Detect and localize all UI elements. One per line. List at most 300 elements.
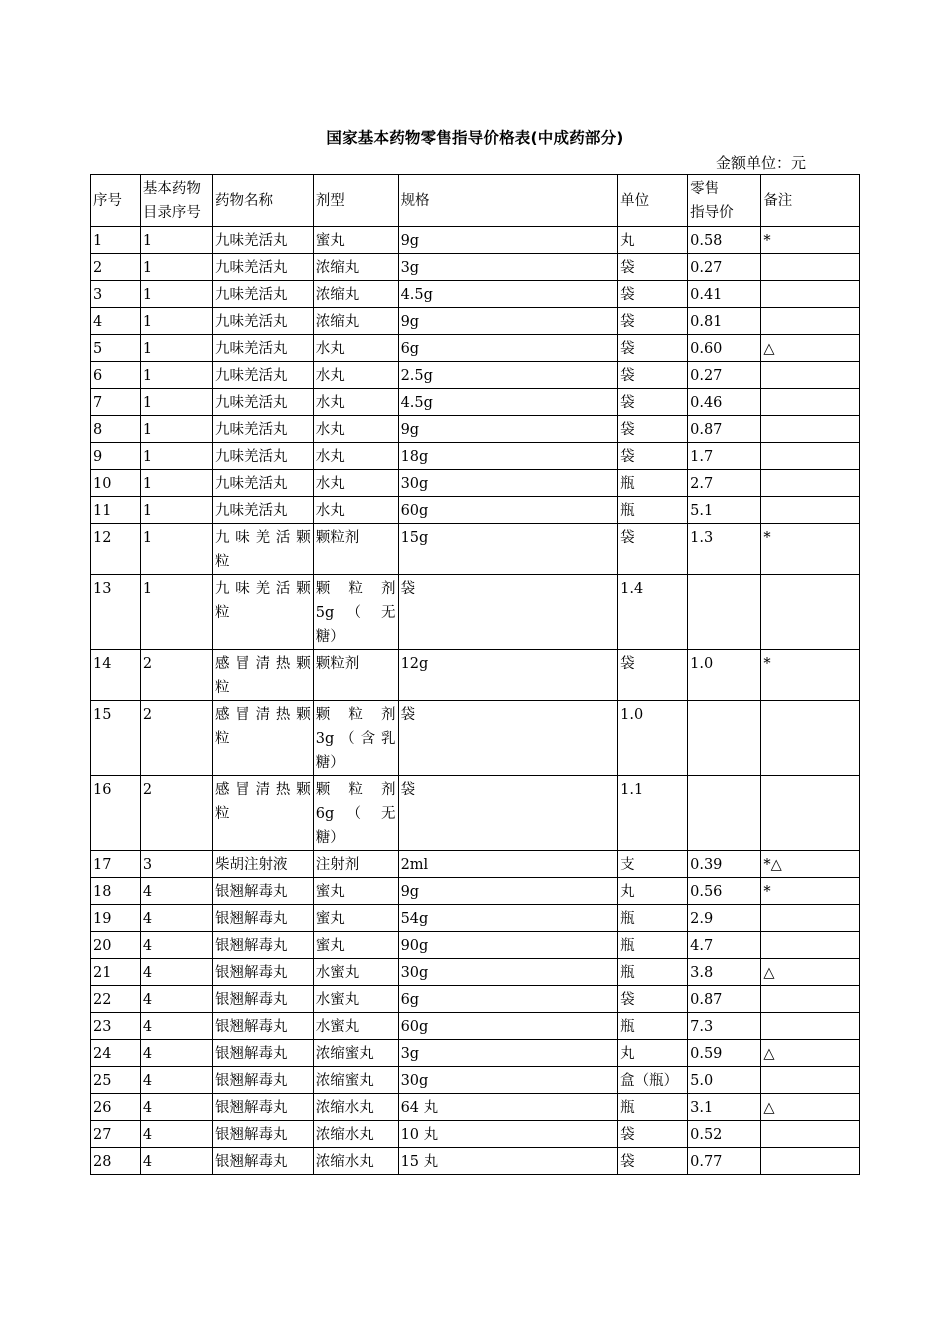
cell-no: 3 [91, 281, 141, 308]
cell-note [761, 1121, 860, 1148]
cell-catalog-no: 1 [140, 308, 212, 335]
cell-price: 0.46 [688, 389, 761, 416]
cell-line: 九味羌活丸 [214, 476, 288, 492]
cell-unit: 瓶 [618, 932, 688, 959]
cell-no: 14 [91, 650, 141, 701]
cell-catalog-no: 1 [140, 389, 212, 416]
cell-spec: 90g [398, 932, 618, 959]
cell-line: 感冒清热颗 [214, 656, 311, 672]
cell-line: 浓缩丸 [315, 314, 360, 330]
cell-note [761, 308, 860, 335]
cell-line: 柴胡注射液 [214, 857, 288, 873]
cell-drug-name [212, 650, 313, 701]
cell-line: 颗粒剂 [315, 656, 360, 672]
cell-catalog-no: 4 [140, 1013, 212, 1040]
cell-note [761, 470, 860, 497]
cell-dosage-form [313, 575, 398, 650]
cell-line: 粒 [214, 806, 230, 822]
col-header-no [91, 175, 141, 227]
cell-price [688, 701, 761, 776]
cell-price: 0.59 [688, 1040, 761, 1067]
cell-price: 0.58 [688, 227, 761, 254]
cell-unit: 1.0 [618, 701, 688, 776]
cell-line: 银翘解毒丸 [214, 1046, 288, 1062]
cell-catalog-no: 4 [140, 1067, 212, 1094]
col-header-price [688, 175, 761, 227]
cell-line: 水丸 [315, 395, 345, 411]
cell-catalog-no: 1 [140, 524, 212, 575]
col-header-dosage-form [313, 175, 398, 227]
cell-spec: 6g [398, 986, 618, 1013]
cell-catalog-no: 4 [140, 959, 212, 986]
cell-line: 九味羌活颗 [214, 530, 311, 546]
cell-catalog-no: 2 [140, 701, 212, 776]
table-row [91, 416, 860, 443]
cell-spec: 30g [398, 1067, 618, 1094]
cell-note [761, 776, 860, 851]
col-header-catalog-no [140, 175, 212, 227]
cell-catalog-no: 2 [140, 650, 212, 701]
cell-note [761, 497, 860, 524]
cell-no: 9 [91, 443, 141, 470]
cell-no: 19 [91, 905, 141, 932]
cell-line: 浓缩水丸 [315, 1154, 374, 1170]
header-line: 药物名称 [214, 192, 273, 209]
table-row [91, 701, 860, 776]
cell-unit: 袋 [618, 389, 688, 416]
cell-line: 蜜丸 [315, 233, 345, 249]
cell-spec: 9g [398, 227, 618, 254]
cell-line: 九味羌活丸 [214, 395, 288, 411]
header-line: 规格 [400, 192, 430, 209]
cell-dosage-form [313, 1067, 398, 1094]
cell-drug-name [212, 1013, 313, 1040]
cell-dosage-form [313, 932, 398, 959]
cell-unit: 袋 [618, 650, 688, 701]
cell-spec: 30g [398, 470, 618, 497]
table-row [91, 524, 860, 575]
cell-price: 5.1 [688, 497, 761, 524]
cell-dosage-form [313, 524, 398, 575]
cell-line: 水蜜丸 [315, 992, 360, 1008]
cell-line: 银翘解毒丸 [214, 1154, 288, 1170]
cell-line: 颗 粒 剂 [315, 707, 396, 723]
cell-price: 7.3 [688, 1013, 761, 1040]
cell-dosage-form [313, 905, 398, 932]
cell-spec: 4.5g [398, 389, 618, 416]
cell-line: 水丸 [315, 449, 345, 465]
cell-unit: 袋 [618, 254, 688, 281]
cell-line: 粒 [214, 554, 230, 570]
cell-dosage-form [313, 254, 398, 281]
cell-no: 1 [91, 227, 141, 254]
cell-drug-name [212, 470, 313, 497]
cell-line: 九味羌活丸 [214, 314, 288, 330]
cell-price: 0.87 [688, 416, 761, 443]
cell-catalog-no: 1 [140, 470, 212, 497]
page-title: 国家基本药物零售指导价格表(中成药部分) [326, 129, 624, 147]
cell-price: 1.3 [688, 524, 761, 575]
cell-line: 颗 粒 剂 [315, 782, 396, 798]
cell-catalog-no: 1 [140, 281, 212, 308]
cell-drug-name [212, 1094, 313, 1121]
cell-spec: 18g [398, 443, 618, 470]
header-line: 指导价 [690, 204, 734, 221]
cell-note [761, 701, 860, 776]
cell-unit: 袋 [618, 1148, 688, 1175]
cell-dosage-form [313, 470, 398, 497]
cell-note: * [761, 524, 860, 575]
cell-dosage-form [313, 1040, 398, 1067]
cell-no: 27 [91, 1121, 141, 1148]
cell-dosage-form [313, 776, 398, 851]
cell-unit: 瓶 [618, 1094, 688, 1121]
cell-no: 17 [91, 851, 141, 878]
cell-note [761, 986, 860, 1013]
cell-note: * [761, 227, 860, 254]
cell-unit: 袋 [618, 416, 688, 443]
cell-no: 4 [91, 308, 141, 335]
cell-note [761, 281, 860, 308]
cell-no: 20 [91, 932, 141, 959]
cell-unit: 丸 [618, 227, 688, 254]
cell-drug-name [212, 851, 313, 878]
cell-line: 九味羌活丸 [214, 368, 288, 384]
cell-catalog-no: 1 [140, 443, 212, 470]
cell-line: 水丸 [315, 341, 345, 357]
header-line: 目录序号 [142, 204, 201, 221]
cell-drug-name [212, 959, 313, 986]
table-row [91, 335, 860, 362]
cell-price: 0.27 [688, 362, 761, 389]
cell-drug-name [212, 1067, 313, 1094]
header-line: 序号 [93, 192, 122, 209]
cell-dosage-form [313, 986, 398, 1013]
cell-spec: 15 丸 [398, 1148, 618, 1175]
table-row [91, 497, 860, 524]
cell-no: 6 [91, 362, 141, 389]
cell-unit: 袋 [618, 362, 688, 389]
cell-dosage-form [313, 497, 398, 524]
cell-catalog-no: 4 [140, 1040, 212, 1067]
col-header-drug-name [212, 175, 313, 227]
cell-drug-name [212, 227, 313, 254]
cell-line: 九味羌活丸 [214, 287, 288, 303]
cell-drug-name [212, 1148, 313, 1175]
cell-note [761, 575, 860, 650]
table-header-row [91, 175, 860, 227]
cell-dosage-form [313, 416, 398, 443]
cell-line: 水蜜丸 [315, 1019, 360, 1035]
cell-spec: 64 丸 [398, 1094, 618, 1121]
cell-price: 0.39 [688, 851, 761, 878]
cell-note [761, 1148, 860, 1175]
cell-drug-name [212, 416, 313, 443]
table-row [91, 650, 860, 701]
cell-drug-name [212, 986, 313, 1013]
cell-price: 0.41 [688, 281, 761, 308]
cell-catalog-no: 1 [140, 575, 212, 650]
col-header-unit [618, 175, 688, 227]
cell-spec: 袋 [398, 701, 618, 776]
table-row [91, 986, 860, 1013]
header-line: 零售 [690, 180, 720, 197]
cell-line: 糖） [315, 629, 345, 645]
cell-price: 3.8 [688, 959, 761, 986]
cell-dosage-form [313, 650, 398, 701]
table-row [91, 470, 860, 497]
table-row [91, 959, 860, 986]
cell-catalog-no: 4 [140, 1094, 212, 1121]
cell-dosage-form [313, 281, 398, 308]
table-row [91, 1067, 860, 1094]
table-row [91, 905, 860, 932]
cell-line: 银翘解毒丸 [214, 911, 288, 927]
cell-dosage-form [313, 362, 398, 389]
cell-unit: 丸 [618, 878, 688, 905]
cell-line: 九味羌活丸 [214, 449, 288, 465]
cell-line: 浓缩蜜丸 [315, 1073, 374, 1089]
cell-spec: 袋 [398, 776, 618, 851]
cell-drug-name [212, 932, 313, 959]
cell-unit: 瓶 [618, 959, 688, 986]
cell-line: 感冒清热颗 [214, 782, 311, 798]
cell-no: 28 [91, 1148, 141, 1175]
cell-price: 5.0 [688, 1067, 761, 1094]
cell-unit: 瓶 [618, 905, 688, 932]
cell-catalog-no: 1 [140, 416, 212, 443]
cell-price: 0.27 [688, 254, 761, 281]
cell-catalog-no: 1 [140, 362, 212, 389]
cell-note: * [761, 878, 860, 905]
cell-spec: 12g [398, 650, 618, 701]
cell-unit: 支 [618, 851, 688, 878]
cell-spec: 2ml [398, 851, 618, 878]
table-row [91, 932, 860, 959]
cell-price: 0.87 [688, 986, 761, 1013]
header-line: 剂型 [315, 192, 345, 209]
cell-line: 糖） [315, 755, 345, 771]
cell-line: 3g（含乳 [315, 731, 396, 747]
cell-line: 九味羌活丸 [214, 341, 288, 357]
header-line: 单位 [620, 192, 650, 209]
table-row [91, 254, 860, 281]
cell-price: 0.56 [688, 878, 761, 905]
cell-no: 16 [91, 776, 141, 851]
cell-no: 7 [91, 389, 141, 416]
cell-line: 粒 [214, 605, 230, 621]
cell-line: 九味羌活丸 [214, 422, 288, 438]
cell-note: △ [761, 1040, 860, 1067]
cell-no: 11 [91, 497, 141, 524]
cell-spec: 30g [398, 959, 618, 986]
cell-dosage-form [313, 443, 398, 470]
cell-line: 浓缩蜜丸 [315, 1046, 374, 1062]
cell-line: 水丸 [315, 368, 345, 384]
table-row [91, 389, 860, 416]
cell-note: △ [761, 959, 860, 986]
cell-line: 水丸 [315, 503, 345, 519]
table-row [91, 1013, 860, 1040]
cell-price: 0.52 [688, 1121, 761, 1148]
cell-price: 1.7 [688, 443, 761, 470]
cell-line: 粒 [214, 731, 230, 747]
cell-dosage-form [313, 701, 398, 776]
cell-no: 25 [91, 1067, 141, 1094]
cell-price: 4.7 [688, 932, 761, 959]
cell-price: 3.1 [688, 1094, 761, 1121]
cell-line: 水丸 [315, 476, 345, 492]
cell-drug-name [212, 308, 313, 335]
col-header-note [761, 175, 860, 227]
cell-drug-name [212, 497, 313, 524]
cell-unit: 瓶 [618, 470, 688, 497]
cell-spec: 4.5g [398, 281, 618, 308]
cell-catalog-no: 3 [140, 851, 212, 878]
cell-no: 24 [91, 1040, 141, 1067]
cell-line: 浓缩水丸 [315, 1100, 374, 1116]
cell-spec: 3g [398, 254, 618, 281]
cell-catalog-no: 1 [140, 497, 212, 524]
cell-spec: 3g [398, 1040, 618, 1067]
cell-line: 九味羌活丸 [214, 260, 288, 276]
cell-line: 注射剂 [315, 857, 360, 873]
cell-price [688, 575, 761, 650]
table-body [91, 227, 860, 1175]
cell-spec: 袋 [398, 575, 618, 650]
table-row [91, 1121, 860, 1148]
cell-unit: 瓶 [618, 1013, 688, 1040]
table-row [91, 1040, 860, 1067]
cell-unit: 袋 [618, 524, 688, 575]
cell-dosage-form [313, 851, 398, 878]
cell-line: 银翘解毒丸 [214, 965, 288, 981]
cell-spec: 54g [398, 905, 618, 932]
cell-line: 水蜜丸 [315, 965, 360, 981]
cell-no: 23 [91, 1013, 141, 1040]
cell-drug-name [212, 1040, 313, 1067]
cell-unit: 袋 [618, 1121, 688, 1148]
cell-unit: 瓶 [618, 497, 688, 524]
cell-dosage-form [313, 389, 398, 416]
cell-note: * [761, 650, 860, 701]
cell-drug-name [212, 254, 313, 281]
cell-dosage-form [313, 1148, 398, 1175]
cell-unit: 袋 [618, 986, 688, 1013]
cell-catalog-no: 4 [140, 905, 212, 932]
cell-note: △ [761, 1094, 860, 1121]
price-table [90, 174, 860, 1175]
cell-no: 18 [91, 878, 141, 905]
cell-line: 九味羌活丸 [214, 503, 288, 519]
cell-spec: 9g [398, 878, 618, 905]
table-row [91, 308, 860, 335]
cell-dosage-form [313, 1013, 398, 1040]
cell-note [761, 932, 860, 959]
cell-line: 水丸 [315, 422, 345, 438]
cell-drug-name [212, 335, 313, 362]
cell-note [761, 443, 860, 470]
cell-unit: 袋 [618, 281, 688, 308]
cell-line: 糖） [315, 830, 345, 846]
cell-line: 银翘解毒丸 [214, 992, 288, 1008]
cell-line: 银翘解毒丸 [214, 1019, 288, 1035]
cell-drug-name [212, 362, 313, 389]
cell-line: 蜜丸 [315, 938, 345, 954]
col-header-spec [398, 175, 618, 227]
cell-drug-name [212, 281, 313, 308]
cell-catalog-no: 2 [140, 776, 212, 851]
cell-line: 银翘解毒丸 [214, 1073, 288, 1089]
cell-note [761, 389, 860, 416]
cell-no: 15 [91, 701, 141, 776]
cell-unit: 盒（瓶） [618, 1067, 688, 1094]
cell-note [761, 1067, 860, 1094]
cell-price [688, 776, 761, 851]
cell-line: 银翘解毒丸 [214, 1127, 288, 1143]
cell-drug-name [212, 776, 313, 851]
cell-drug-name [212, 1121, 313, 1148]
cell-spec: 6g [398, 335, 618, 362]
cell-catalog-no: 4 [140, 986, 212, 1013]
table-row [91, 281, 860, 308]
cell-price: 1.0 [688, 650, 761, 701]
cell-no: 2 [91, 254, 141, 281]
header-line: 基本药物 [142, 180, 201, 197]
cell-unit: 袋 [618, 335, 688, 362]
cell-unit: 1.4 [618, 575, 688, 650]
cell-no: 13 [91, 575, 141, 650]
cell-no: 8 [91, 416, 141, 443]
cell-drug-name [212, 524, 313, 575]
table-row [91, 851, 860, 878]
cell-line: 浓缩丸 [315, 260, 360, 276]
cell-spec: 10 丸 [398, 1121, 618, 1148]
cell-price: 2.7 [688, 470, 761, 497]
cell-no: 26 [91, 1094, 141, 1121]
cell-no: 12 [91, 524, 141, 575]
header-line: 备注 [763, 192, 793, 209]
cell-dosage-form [313, 1094, 398, 1121]
table-row [91, 443, 860, 470]
cell-note [761, 905, 860, 932]
cell-drug-name [212, 701, 313, 776]
cell-spec: 9g [398, 308, 618, 335]
cell-dosage-form [313, 308, 398, 335]
cell-unit: 丸 [618, 1040, 688, 1067]
cell-line: 浓缩水丸 [315, 1127, 374, 1143]
cell-catalog-no: 4 [140, 878, 212, 905]
cell-unit: 1.1 [618, 776, 688, 851]
cell-note [761, 1013, 860, 1040]
cell-unit: 袋 [618, 308, 688, 335]
currency-unit-label: 金额单位：元 [715, 154, 806, 172]
cell-price: 0.60 [688, 335, 761, 362]
cell-line: 九味羌活颗 [214, 581, 311, 597]
table-row [91, 776, 860, 851]
table-row [91, 575, 860, 650]
cell-spec: 9g [398, 416, 618, 443]
cell-price: 0.81 [688, 308, 761, 335]
cell-line: 银翘解毒丸 [214, 1100, 288, 1116]
cell-price: 2.9 [688, 905, 761, 932]
cell-spec: 2.5g [398, 362, 618, 389]
table-row [91, 227, 860, 254]
cell-spec: 60g [398, 497, 618, 524]
cell-no: 22 [91, 986, 141, 1013]
table-row [91, 1094, 860, 1121]
table-row [91, 362, 860, 389]
